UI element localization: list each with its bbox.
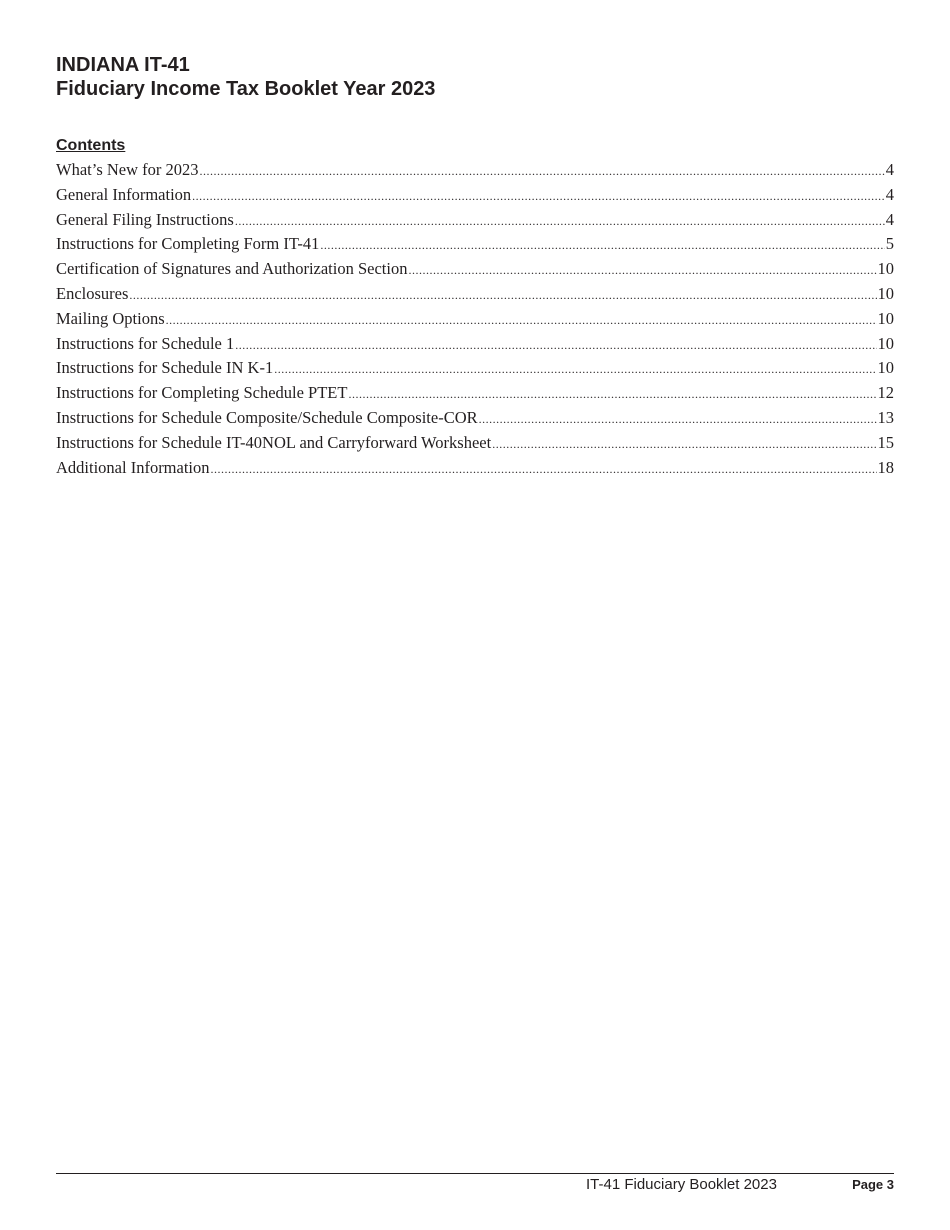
- toc-entry-page: 12: [877, 383, 894, 403]
- toc-entry-mailing-options[interactable]: [56, 307, 894, 332]
- toc-entry-schedule-in-k-1[interactable]: [56, 356, 894, 381]
- toc-entry-label: Instructions for Schedule Composite/Schedule Composite-COR: [56, 407, 478, 427]
- toc-entry-page: 10: [877, 308, 894, 328]
- toc-entry-label: Additional Information: [56, 457, 210, 477]
- toc-entry-label: Instructions for Completing Schedule PTET: [56, 383, 348, 403]
- toc-entry-whats-new[interactable]: [56, 158, 894, 183]
- toc-entry-label: General Information: [56, 184, 192, 204]
- footer-booklet-name: IT-41 Fiduciary Booklet 2023: [586, 1176, 777, 1193]
- toc-entry-label: Instructions for Schedule IN K-1: [56, 358, 274, 378]
- dot-leader: [274, 357, 876, 382]
- dot-leader: [492, 432, 876, 457]
- toc-entry-page: 10: [877, 259, 894, 279]
- toc-entry-label: Enclosures: [56, 283, 129, 303]
- toc-entry-page: 13: [877, 407, 894, 427]
- dot-leader: [211, 457, 877, 482]
- toc-entry-general-filing-instructions[interactable]: [56, 208, 894, 233]
- toc-entry-certification-of-signatures[interactable]: [56, 257, 894, 282]
- toc-entry-label: Mailing Options: [56, 308, 165, 328]
- dot-leader: [166, 308, 877, 333]
- toc-entry-label: Certification of Signatures and Authorization Section: [56, 259, 408, 279]
- toc-entry-schedule-1[interactable]: [56, 332, 894, 357]
- toc-entry-schedule-it-40nol[interactable]: [56, 431, 894, 456]
- dot-leader: [200, 159, 885, 184]
- toc-entry-label: General Filing Instructions: [56, 209, 234, 229]
- footer-page-number: Page 3: [852, 1177, 894, 1192]
- dot-leader: [320, 233, 884, 258]
- dot-leader: [479, 407, 877, 432]
- toc-entry-schedule-composite[interactable]: [56, 406, 894, 431]
- dot-leader: [129, 283, 876, 308]
- toc-entry-form-it-41[interactable]: [56, 232, 894, 257]
- toc-entry-schedule-ptet[interactable]: [56, 381, 894, 406]
- toc-entry-page: 10: [877, 283, 894, 303]
- dot-leader: [235, 333, 876, 358]
- dot-leader: [348, 382, 876, 407]
- toc-entry-label: Instructions for Schedule 1: [56, 333, 235, 353]
- toc-entry-general-information[interactable]: [56, 183, 894, 208]
- contents-heading: Contents: [56, 137, 126, 154]
- document-title: INDIANA IT-41: [56, 54, 190, 76]
- footer-divider: [56, 1173, 894, 1174]
- toc-entry-label: What’s New for 2023: [56, 160, 199, 179]
- toc-entry-page: 18: [877, 457, 894, 477]
- toc-entry-page: 15: [877, 432, 894, 452]
- dot-leader: [192, 184, 885, 209]
- toc-entry-page: 5: [885, 234, 894, 254]
- toc-entry-page: 4: [885, 209, 894, 229]
- document-subtitle: Fiduciary Income Tax Booklet Year 2023: [56, 78, 436, 100]
- table-of-contents: [56, 158, 894, 480]
- toc-entry-enclosures[interactable]: [56, 282, 894, 307]
- toc-entry-label: Instructions for Completing Form IT-41: [56, 234, 320, 254]
- toc-entry-page: 4: [885, 184, 894, 204]
- dot-leader: [235, 209, 885, 234]
- toc-entry-page: 10: [877, 333, 894, 353]
- toc-entry-page: 10: [877, 358, 894, 378]
- toc-entry-page: 4: [885, 160, 894, 179]
- toc-entry-additional-information[interactable]: [56, 456, 894, 481]
- toc-entry-label: Instructions for Schedule IT-40NOL and Carryforward Worksheet: [56, 432, 492, 452]
- dot-leader: [408, 258, 876, 283]
